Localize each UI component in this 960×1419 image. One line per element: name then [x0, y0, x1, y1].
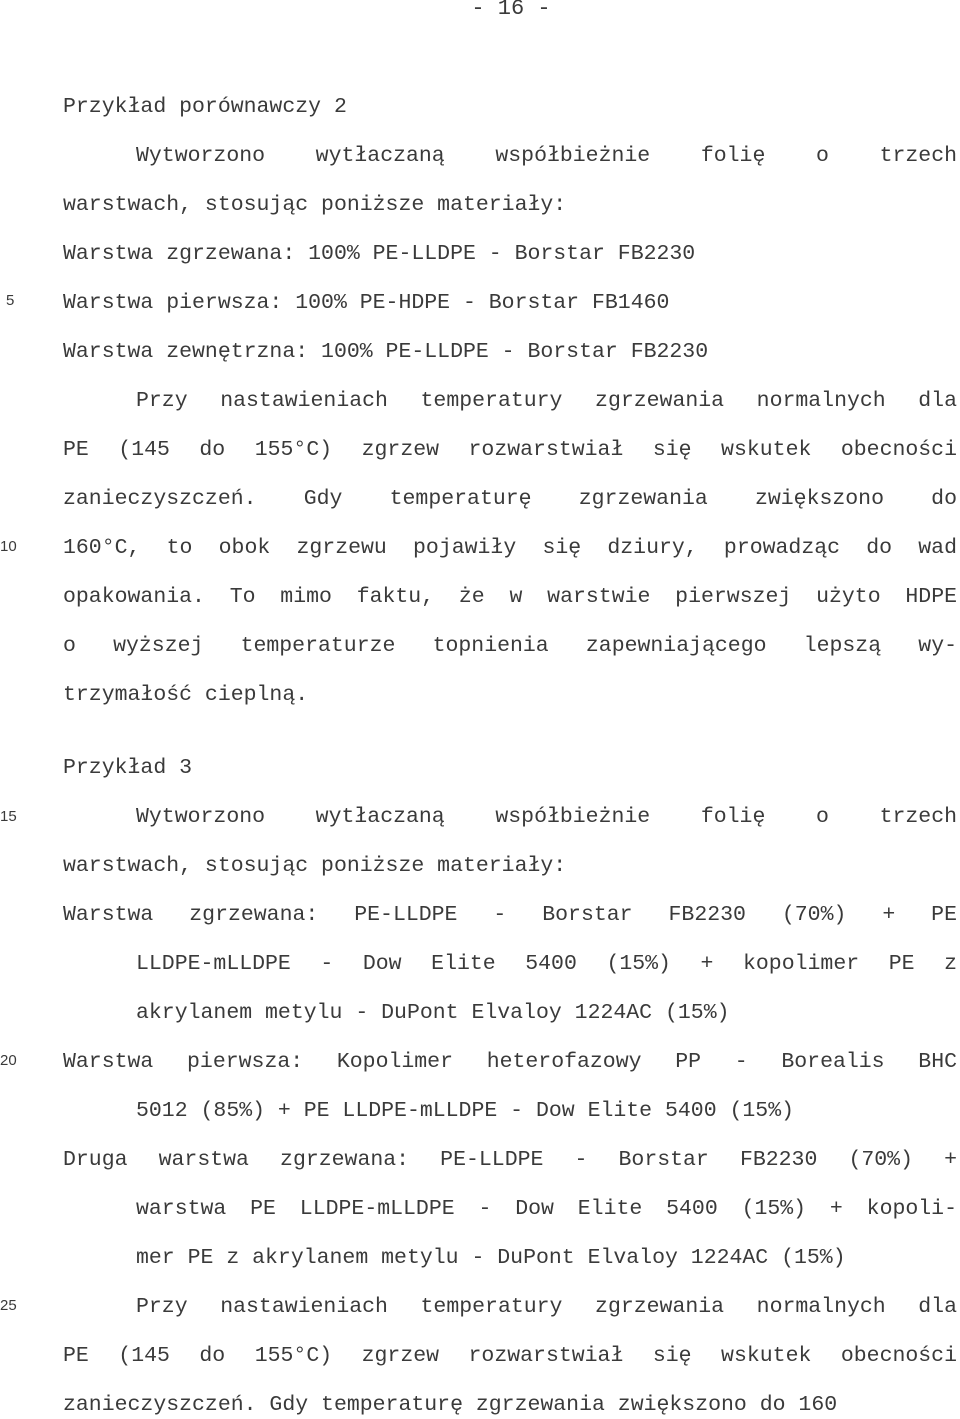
paragraph-line: trzymałość cieplną. — [63, 683, 309, 707]
material-line: warstwa PE LLDPE-mLLDPE - Dow Elite 5400 (15%) + kopoli- — [136, 1197, 957, 1221]
material-line: mer PE z akrylanem metylu - DuPont Elvaloy 1224AC (15%) — [136, 1246, 846, 1270]
material-line: Warstwa pierwsza: Kopolimer heterofazowy PP - Borealis BHC — [63, 1050, 957, 1074]
material-line: Warstwa zewnętrzna: 100% PE-LLDPE - Borstar FB2230 — [63, 340, 709, 364]
material-line: Warstwa pierwsza: 100% PE-HDPE - Borstar FB1460 — [63, 291, 670, 315]
material-line: LLDPE-mLLDPE - Dow Elite 5400 (15%) + kopolimer PE z — [136, 952, 957, 976]
example-3-heading: Przykład 3 — [63, 756, 193, 780]
paragraph-line: PE (145 do 155°C) zgrzew rozwarstwiał się wskutek obecności — [63, 1344, 957, 1368]
material-line: 5012 (85%) + PE LLDPE-mLLDPE - Dow Elite 5400 (15%) — [136, 1099, 795, 1123]
material-line: Warstwa zgrzewana: PE-LLDPE - Borstar FB2230 (70%) + PE — [63, 903, 957, 927]
paragraph-line: Wytworzono wytłaczaną współbieżnie folię o trzech — [136, 805, 957, 829]
line-number-5: 5 — [6, 292, 15, 309]
page-number: - 16 - — [471, 0, 551, 21]
paragraph-line: PE (145 do 155°C) zgrzew rozwarstwiał się wskutek obecności — [63, 438, 957, 462]
line-number-20: 20 — [0, 1052, 17, 1069]
line-number-15: 15 — [0, 808, 17, 825]
paragraph-line: Przy nastawieniach temperatury zgrzewania normalnych dla — [136, 1295, 957, 1319]
paragraph-line: zanieczyszczeń. Gdy temperaturę zgrzewania zwiększono do — [63, 487, 957, 511]
paragraph-line: o wyższej temperaturze topnienia zapewniającego lepszą wy- — [63, 634, 957, 658]
line-number-10: 10 — [0, 538, 17, 555]
paragraph-line: Wytworzono wytłaczaną współbieżnie folię o trzech — [136, 144, 957, 168]
paragraph-line: warstwach, stosując poniższe materiały: — [63, 193, 567, 217]
material-line: Druga warstwa zgrzewana: PE-LLDPE - Borstar FB2230 (70%) + — [63, 1148, 957, 1172]
material-line: akrylanem metylu - DuPont Elvaloy 1224AC (15%) — [136, 1001, 730, 1025]
paragraph-line: opakowania. To mimo faktu, że w warstwie pierwszej użyto HDPE — [63, 585, 957, 609]
paragraph-line: 160°C, to obok zgrzewu pojawiły się dziury, prowadząc do wad — [63, 536, 957, 560]
paragraph-line: warstwach, stosując poniższe materiały: — [63, 854, 567, 878]
line-number-25: 25 — [0, 1297, 17, 1314]
paragraph-line: Przy nastawieniach temperatury zgrzewania normalnych dla — [136, 389, 957, 413]
paragraph-line: zanieczyszczeń. Gdy temperaturę zgrzewania zwiększono do 160 — [63, 1393, 838, 1417]
material-line: Warstwa zgrzewana: 100% PE-LLDPE - Borstar FB2230 — [63, 242, 696, 266]
comparative-example-heading: Przykład porównawczy 2 — [63, 95, 347, 119]
